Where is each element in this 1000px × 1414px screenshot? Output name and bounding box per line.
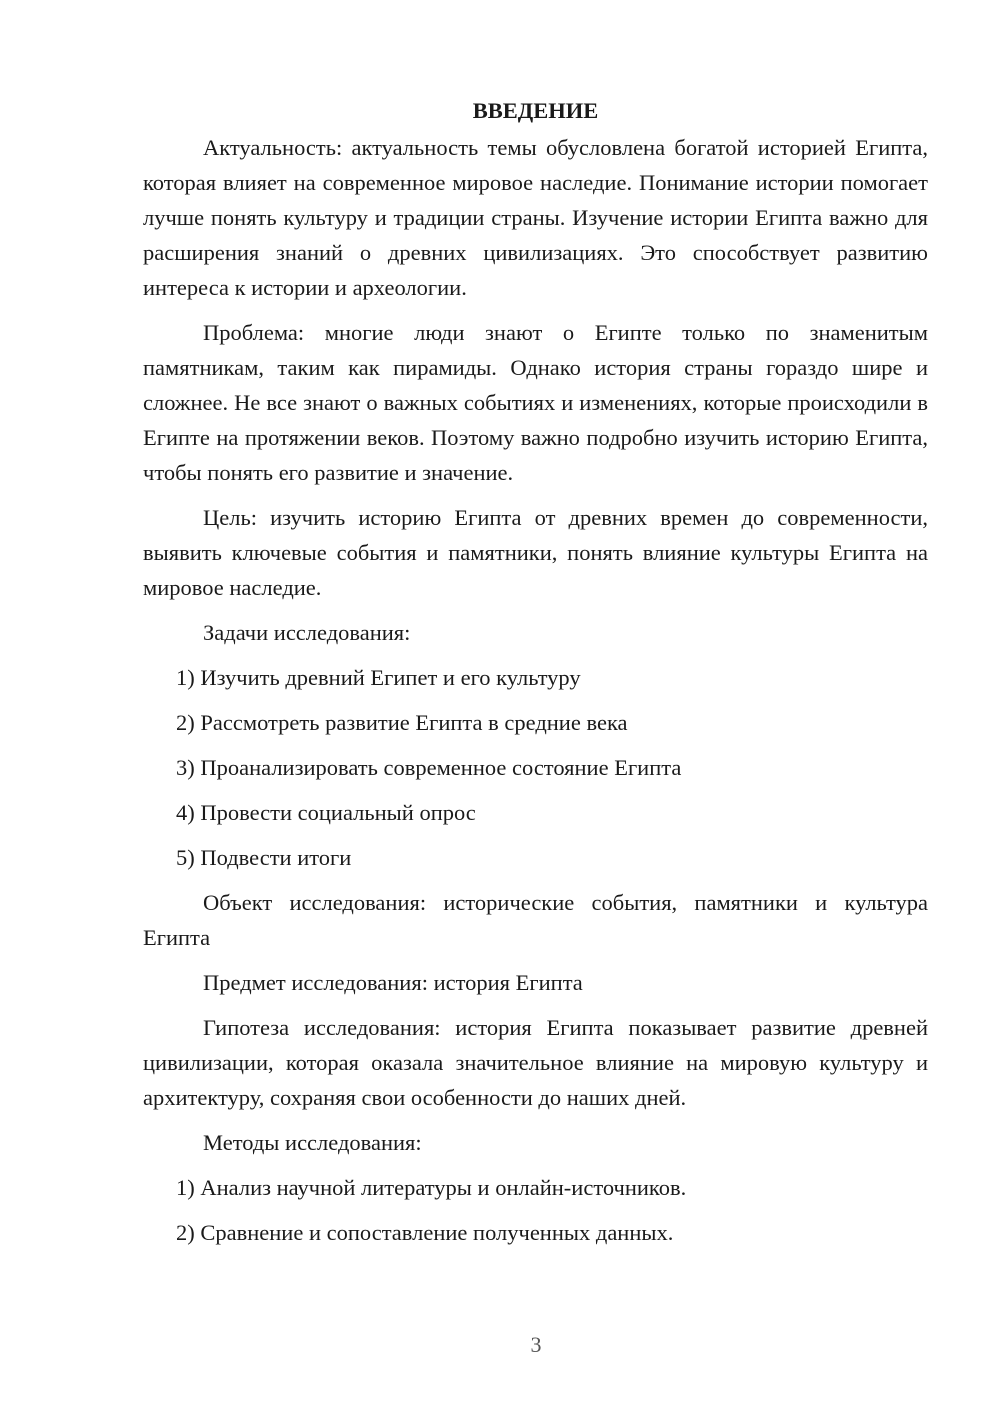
method-item: 2) Сравнение и сопоставление полученных данных.	[176, 1220, 674, 1245]
problem-paragraph: Проблема: многие люди знают о Египте только по знаменитым памятникам, таким как пирамиды. Однако история страны гораздо шире и сложнее. Не все знают о важных событиях и изменениях, которые происходили в Египте на протяжении веков. Поэтому важно подробно изучить историю Египта, чтобы понять его развитие и значение.	[143, 320, 928, 485]
subject-paragraph: Предмет исследования: история Египта	[203, 970, 583, 995]
page-title: ВВЕДЕНИЕ	[472, 98, 599, 123]
tasks-list	[143, 660, 928, 875]
page-number: 3	[530, 1332, 542, 1357]
tasks-heading: Задачи исследования:	[203, 620, 411, 645]
method-item: 1) Анализ научной литературы и онлайн-источников.	[176, 1175, 687, 1200]
task-item: 1) Изучить древний Египет и его культуру	[176, 665, 581, 690]
task-item: 3) Проанализировать современное состояние Египта	[176, 755, 682, 780]
methods-heading: Методы исследования:	[203, 1130, 422, 1155]
task-item: 5) Подвести итоги	[176, 845, 352, 870]
hypothesis-paragraph: Гипотеза исследования: история Египта показывает развитие древней цивилизации, которая оказала значительное влияние на мировую культуру и архитектуру, сохраняя свои особенности до наших дней.	[143, 1015, 928, 1110]
task-item: 4) Провести социальный опрос	[176, 800, 476, 825]
page-content	[143, 93, 928, 1260]
object-paragraph: Объект исследования: исторические события, памятники и культура Египта	[143, 890, 928, 950]
actuality-paragraph: Актуальность: актуальность темы обусловлена богатой историей Египта, которая влияет на современное мировое наследие. Понимание истории помогает лучше понять культуру и традиции страны. Изучение истории Египта важно для расширения знаний о древних цивилизациях. Это способствует развитию интереса к истории и археологии.	[143, 135, 928, 300]
task-item: 2) Рассмотреть развитие Египта в средние века	[176, 710, 628, 735]
methods-list	[143, 1170, 928, 1250]
goal-paragraph: Цель: изучить историю Египта от древних времен до современности, выявить ключевые события и памятники, понять влияние культуры Египта на мировое наследие.	[143, 505, 928, 600]
